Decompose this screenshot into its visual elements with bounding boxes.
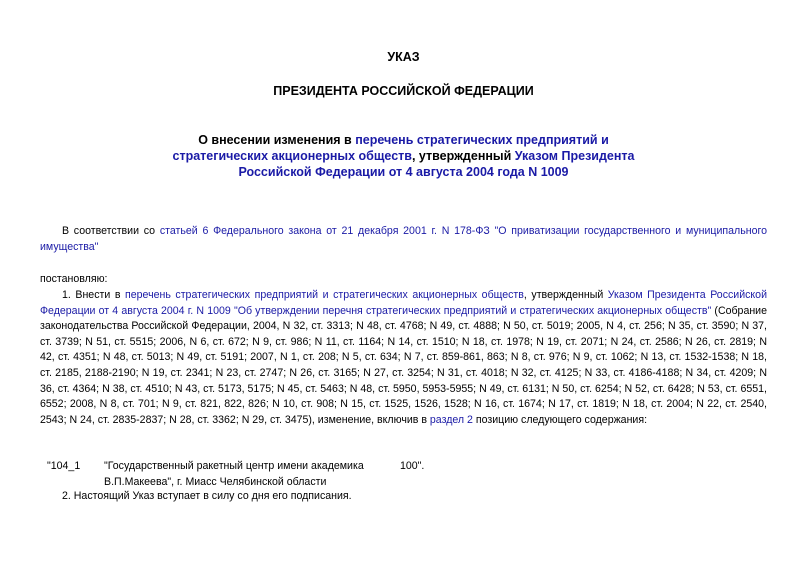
decree-1009-link[interactable]: Указом Президента Российской Федерации от 4 августа 2004 года N 1009 (238, 149, 635, 179)
item1-text-part3: (Собрание законодательства Российской Федерации, 2004, N 32, ст. 3313; N 48, ст. 4768; N 49, ст. 4888; N 50, ст. 5019; 2005, N 4, ст. 256; N 35, ст. 3590; N 37, ст. 3739; N 51, ст. 5515; 2006, N 6, ст. 672; N 9, ст. 986; N 11, ст. 1164; N 14, ст. 1510; N 18, ст. 1978; N 19, ст. 2071; N 24, ст. 2586; N 26, ст. 2819; N 42, ст. 4351; N 48, ст. 5013; N 49, ст. 5191; 2007, N 1, ст. 208; N 5, ст. 634; N 7, ст. 859-861, 863; N 8, ст. 976; N 9, ст. 1062; N 13, ст. 1532-1538; N 18, ст. 2185, 2188-2190; N 19, ст. 2341; N 23, ст. 2747; N 26, ст. 3165; N 27, ст. 3254; N 31, ст. 4018; N 32, ст. 4125; N 33, ст. 4186-4188; N 34, ст. 4209; N 36, ст. 4364; N 38, ст. 4510; N 43, ст. 5173, 5175; N 45, ст. 5463; N 48, ст. 5950, 5953-5955; N 49, ст. 6131; N 50, ст. 6254; N 52, ст. 6428; N 53, ст. 6551, 6552; 2008, N 8, ст. 701; N 9, ст. 821, 822, 826; N 10, ст. 908; N 15, ст. 1525, 1526, 1528; N 16, ст. 1674; N 17, ст. 1819; N 18, ст. 2004; N 22, ст. 2540, 2543; N 24, ст. 2835-2837; N 28, ст. 3362; N 29, ст. 3475), изменение, включив в (40, 304, 767, 426)
document-type-heading: УКАЗ (387, 50, 420, 64)
subject-text-part2: , утвержденный (411, 149, 515, 163)
item1-text-part2: , утвержденный (523, 289, 608, 301)
document-subject-title (150, 132, 657, 180)
item1-text-part4: позицию следующего содержания: (472, 413, 648, 426)
preamble-text: В соответствии со (62, 225, 160, 237)
item-1-paragraph (40, 288, 767, 428)
section-2-link[interactable]: раздел 2 (429, 413, 473, 426)
entry-name-line2: В.П.Макеева", г. Миасс Челябинской области (104, 475, 327, 488)
item-2-paragraph: 2. Настоящий Указ вступает в силу со дня его подписания. (62, 490, 352, 502)
issuer-heading: ПРЕЗИДЕНТА РОССИЙСКОЙ ФЕДЕРАЦИИ (273, 84, 534, 98)
item1-decree-1009-link[interactable]: Указом Президента Российской Федерации от 4 августа 2004 г. N 1009 "Об утверждении перечня стратегических предприятий и стратегических акционерных обществ" (40, 289, 767, 317)
entry-number: "104_1 (47, 460, 81, 472)
list-entry-row (0, 459, 807, 491)
subject-text-part1: О внесении изменения в (198, 133, 356, 147)
entry-organization-name (104, 459, 394, 490)
item1-strategic-list-link[interactable]: перечень стратегических предприятий и стратегических акционерных обществ (125, 289, 524, 301)
item1-text-part1: 1. Внести в (62, 289, 126, 301)
resolve-label: постановляю: (40, 273, 108, 285)
strategic-enterprises-list-link[interactable]: перечень стратегических предприятий и стратегических акционерных обществ (172, 133, 609, 163)
preamble-paragraph (40, 224, 767, 255)
entry-share-percent: 100". (400, 460, 425, 472)
entry-name-line1: "Государственный ракетный центр имени академика (104, 460, 364, 472)
federal-law-178-link[interactable]: статьей 6 Федерального закона от 21 декабря 2001 г. N 178-ФЗ "О приватизации государственного и муниципального имущества" (40, 225, 767, 253)
